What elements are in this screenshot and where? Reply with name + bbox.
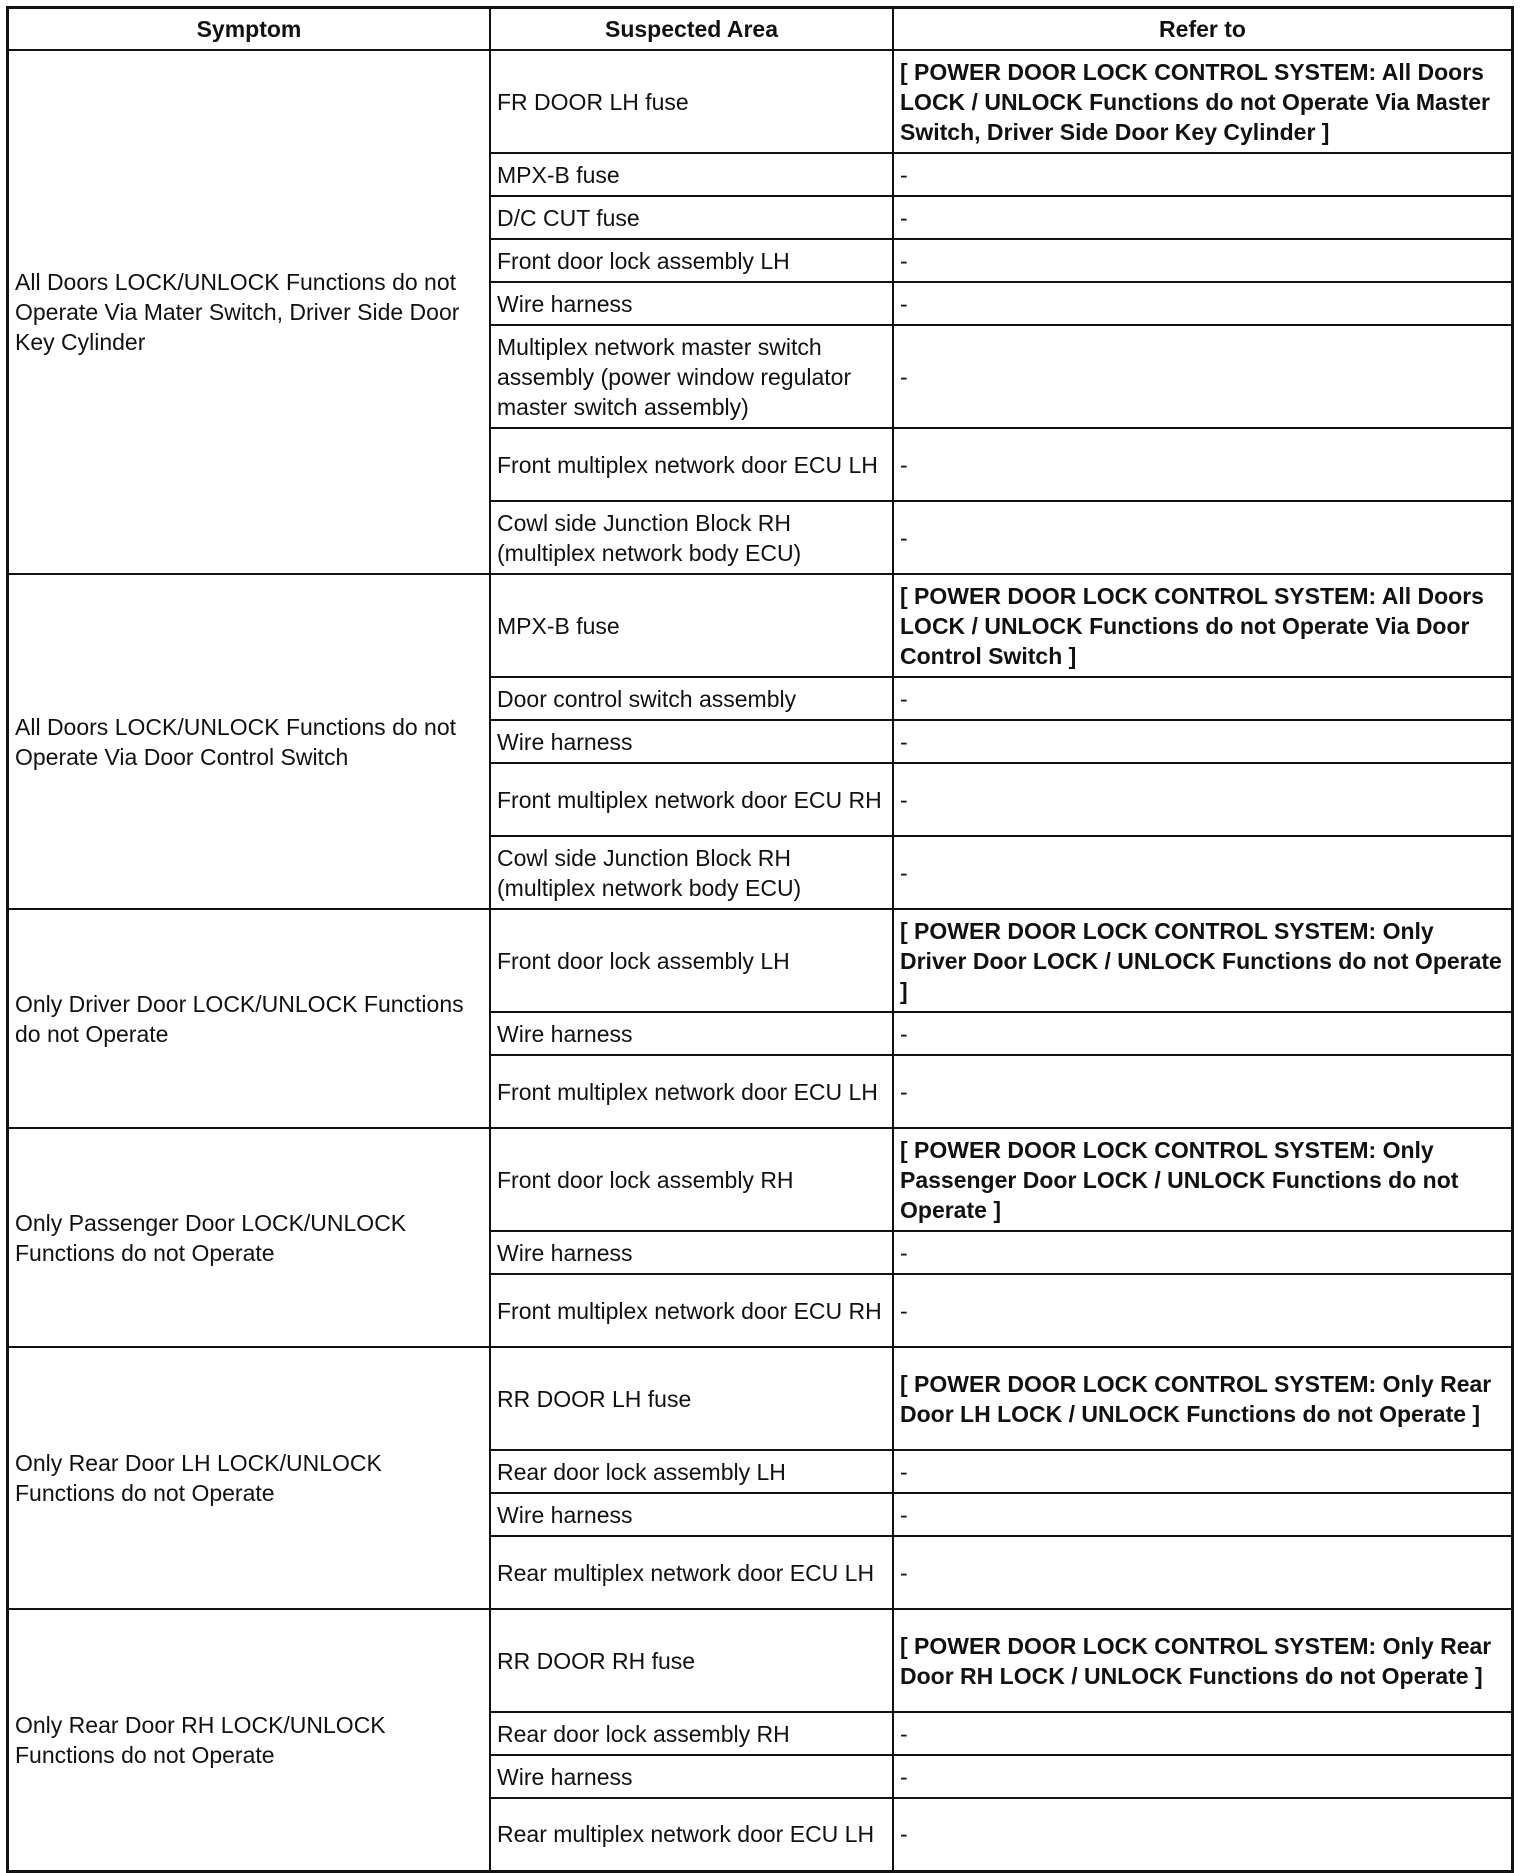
refer-to-cell: - bbox=[893, 1055, 1513, 1128]
suspected-area-cell: Front multiplex network door ECU RH bbox=[490, 1274, 893, 1347]
refer-to-cell: - bbox=[893, 282, 1513, 325]
refer-to-link[interactable]: [ POWER DOOR LOCK CONTROL SYSTEM: Only Rear Door LH LOCK / UNLOCK Functions do not Operate ] bbox=[893, 1347, 1513, 1450]
refer-to-cell: - bbox=[893, 153, 1513, 196]
header-suspected-area: Suspected Area bbox=[490, 8, 893, 51]
refer-to-cell: - bbox=[893, 196, 1513, 239]
suspected-area-cell: Front multiplex network door ECU LH bbox=[490, 1055, 893, 1128]
symptom-cell: All Doors LOCK/UNLOCK Functions do not Operate Via Mater Switch, Driver Side Door Key Cylinder bbox=[8, 50, 491, 574]
suspected-area-cell: Cowl side Junction Block RH (multiplex network body ECU) bbox=[490, 501, 893, 574]
table-row bbox=[8, 1609, 1513, 1712]
refer-to-cell: - bbox=[893, 720, 1513, 763]
suspected-area-cell: Wire harness bbox=[490, 1231, 893, 1274]
suspected-area-cell: Rear door lock assembly RH bbox=[490, 1712, 893, 1755]
header-symptom: Symptom bbox=[8, 8, 491, 51]
refer-to-cell: - bbox=[893, 1798, 1513, 1871]
suspected-area-cell: D/C CUT fuse bbox=[490, 196, 893, 239]
refer-to-cell: - bbox=[893, 1274, 1513, 1347]
table-row bbox=[8, 909, 1513, 1012]
suspected-area-cell: Front multiplex network door ECU RH bbox=[490, 763, 893, 836]
refer-to-cell: - bbox=[893, 325, 1513, 428]
symptom-cell: Only Rear Door LH LOCK/UNLOCK Functions do not Operate bbox=[8, 1347, 491, 1609]
suspected-area-cell: Multiplex network master switch assembly (power window regulator master switch assembly) bbox=[490, 325, 893, 428]
header-row bbox=[8, 8, 1513, 51]
suspected-area-cell: Wire harness bbox=[490, 282, 893, 325]
refer-to-cell: - bbox=[893, 1536, 1513, 1609]
suspected-area-cell: Cowl side Junction Block RH (multiplex network body ECU) bbox=[490, 836, 893, 909]
symptom-cell: Only Rear Door RH LOCK/UNLOCK Functions do not Operate bbox=[8, 1609, 491, 1871]
refer-to-cell: - bbox=[893, 1450, 1513, 1493]
refer-to-link[interactable]: [ POWER DOOR LOCK CONTROL SYSTEM: Only Passenger Door LOCK / UNLOCK Functions do not Operate ] bbox=[893, 1128, 1513, 1231]
suspected-area-cell: Rear multiplex network door ECU LH bbox=[490, 1798, 893, 1871]
refer-to-cell: - bbox=[893, 763, 1513, 836]
suspected-area-cell: Wire harness bbox=[490, 1493, 893, 1536]
refer-to-link[interactable]: [ POWER DOOR LOCK CONTROL SYSTEM: Only Driver Door LOCK / UNLOCK Functions do not Operate ] bbox=[893, 909, 1513, 1012]
refer-to-cell: - bbox=[893, 428, 1513, 501]
table-row bbox=[8, 1347, 1513, 1450]
symptom-cell: Only Driver Door LOCK/UNLOCK Functions do not Operate bbox=[8, 909, 491, 1128]
troubleshooting-table bbox=[6, 6, 1514, 1873]
refer-to-cell: - bbox=[893, 1493, 1513, 1536]
table-row bbox=[8, 574, 1513, 677]
suspected-area-cell: RR DOOR LH fuse bbox=[490, 1347, 893, 1450]
suspected-area-cell: Front door lock assembly LH bbox=[490, 239, 893, 282]
symptom-cell: Only Passenger Door LOCK/UNLOCK Functions do not Operate bbox=[8, 1128, 491, 1347]
suspected-area-cell: MPX-B fuse bbox=[490, 574, 893, 677]
refer-to-cell: - bbox=[893, 677, 1513, 720]
refer-to-cell: - bbox=[893, 1231, 1513, 1274]
table-row bbox=[8, 1128, 1513, 1231]
suspected-area-cell: Rear door lock assembly LH bbox=[490, 1450, 893, 1493]
suspected-area-cell: Rear multiplex network door ECU LH bbox=[490, 1536, 893, 1609]
suspected-area-cell: RR DOOR RH fuse bbox=[490, 1609, 893, 1712]
refer-to-link[interactable]: [ POWER DOOR LOCK CONTROL SYSTEM: All Doors LOCK / UNLOCK Functions do not Operate Via Master Switch, Driver Side Door Key Cylinder ] bbox=[893, 50, 1513, 153]
suspected-area-cell: Wire harness bbox=[490, 1755, 893, 1798]
suspected-area-cell: Wire harness bbox=[490, 720, 893, 763]
refer-to-cell: - bbox=[893, 1012, 1513, 1055]
suspected-area-cell: Front door lock assembly RH bbox=[490, 1128, 893, 1231]
suspected-area-cell: Front door lock assembly LH bbox=[490, 909, 893, 1012]
refer-to-link[interactable]: [ POWER DOOR LOCK CONTROL SYSTEM: All Doors LOCK / UNLOCK Functions do not Operate Via Door Control Switch ] bbox=[893, 574, 1513, 677]
header-refer-to: Refer to bbox=[893, 8, 1513, 51]
refer-to-cell: - bbox=[893, 239, 1513, 282]
suspected-area-cell: FR DOOR LH fuse bbox=[490, 50, 893, 153]
suspected-area-cell: Front multiplex network door ECU LH bbox=[490, 428, 893, 501]
table-row bbox=[8, 50, 1513, 153]
refer-to-link[interactable]: [ POWER DOOR LOCK CONTROL SYSTEM: Only Rear Door RH LOCK / UNLOCK Functions do not Operate ] bbox=[893, 1609, 1513, 1712]
refer-to-cell: - bbox=[893, 836, 1513, 909]
refer-to-cell: - bbox=[893, 501, 1513, 574]
suspected-area-cell: Door control switch assembly bbox=[490, 677, 893, 720]
suspected-area-cell: MPX-B fuse bbox=[490, 153, 893, 196]
refer-to-cell: - bbox=[893, 1712, 1513, 1755]
refer-to-cell: - bbox=[893, 1755, 1513, 1798]
symptom-cell: All Doors LOCK/UNLOCK Functions do not Operate Via Door Control Switch bbox=[8, 574, 491, 909]
suspected-area-cell: Wire harness bbox=[490, 1012, 893, 1055]
